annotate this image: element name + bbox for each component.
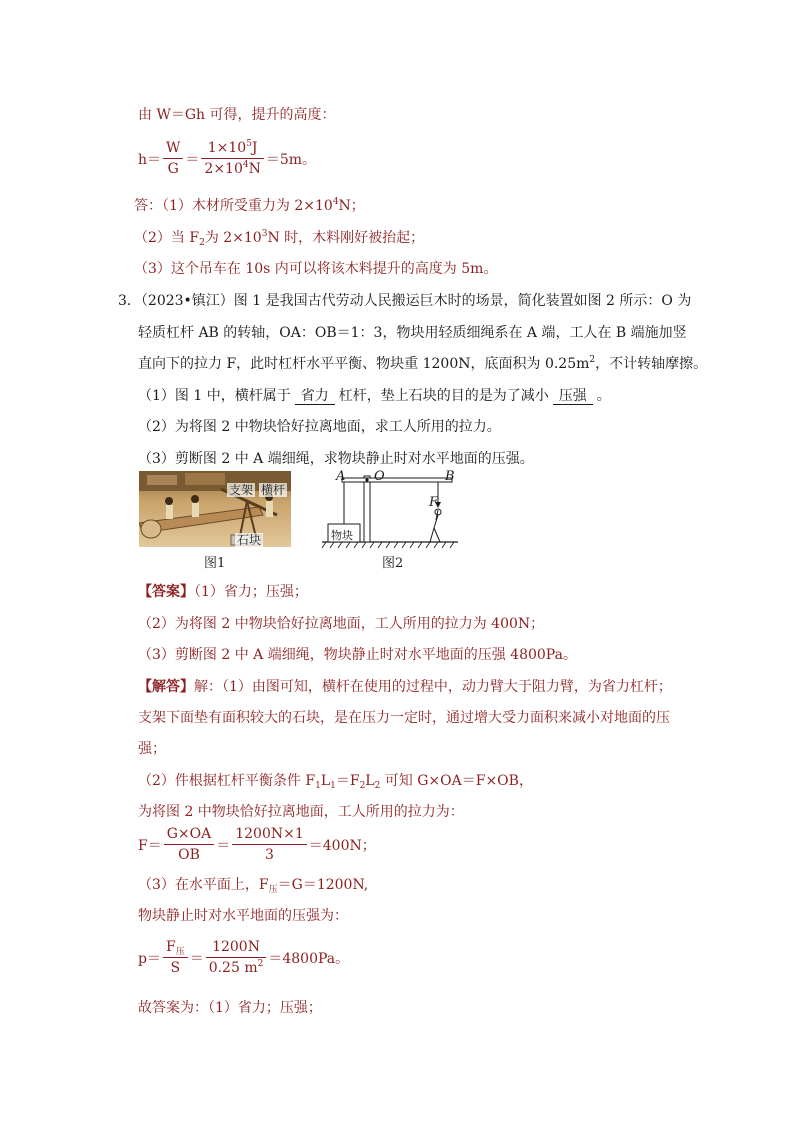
- analysis-line: （2）件根据杠杆平衡条件 $F_1L_1=F_2L_2$ 可知 G×OA＝F×OB，: [138, 773, 533, 791]
- answer-line: （3）这个吊车在 10s 内可以将该木料提升的高度为 5m。: [134, 261, 498, 277]
- analysis-line: 【解答】解：（1）由图可知，横杆在使用的过程中，动力臂大于阻力臂，为省力杠杆；: [138, 679, 672, 695]
- question-stem: 轻质杠杆 AB 的转轴，OA：OB＝1：3，物块用轻质细绳系在 A 端，工人在 B 端施加竖: [138, 325, 687, 341]
- figure-2-caption: 图2: [382, 556, 404, 571]
- analysis-line: （3）在水平面上，$F_压=G=1200N$,: [138, 877, 369, 895]
- text-line: 由 W＝Gh 可得，提升的高度：: [138, 107, 336, 123]
- answer-tag: 【答案】: [138, 584, 194, 600]
- analysis-line: 支架下面垫有面积较大的石块，是在压力一定时，通过增大受力面积来减小对地面的压: [138, 710, 670, 726]
- label-O: O: [374, 469, 385, 484]
- answer-line: （2）为将图 2 中物块恰好拉离地面，工人所用的拉力为 400N；: [138, 616, 545, 632]
- analysis-line: 强；: [138, 741, 166, 757]
- answer-line: （3）剪断图 2 中 A 端细绳，物块静止时对水平地面的压强 4800Pa。: [138, 647, 577, 663]
- analysis-line: 故答案为：（1）省力；压强；: [138, 1000, 322, 1016]
- question-stem: 直向下的拉力 F，此时杠杆水平平衡、物块重 1200N，底面积为 $0.25m^2$，不计转轴摩擦。: [138, 355, 708, 372]
- label-B: B: [445, 469, 455, 484]
- formula-height: h＝ $\frac{W}{G}$ ＝ $\frac{1\times 10^5J}{2\times 10^4N}$ ＝5m。: [138, 139, 317, 177]
- label-A: A: [336, 469, 346, 484]
- sub-question-1: （1）图 1 中，横杆属于 省力 杠杆，垫上石块的目的是为了减小 压强 。: [138, 388, 611, 404]
- sub-question-3: （3）剪断图 2 中 A 端细绳，求物块静止时对水平地面的压强。: [138, 451, 534, 467]
- formula-force: F＝ $\frac{G\times OA}{OB}$ ＝ $\frac{1200N\times 1}{3}$ ＝400N；: [138, 826, 376, 863]
- label-F: F: [429, 495, 439, 510]
- answer-line: （2）当 $F_2$为 $2\times 10^3N$ 时，木料刚好被抬起；: [134, 229, 425, 248]
- label-support: 支架: [229, 483, 254, 497]
- analysis-line: 为将图 2 中物块恰好拉离地面，工人所用的拉力为：: [138, 804, 464, 820]
- formula-pressure: p＝ $\frac{F_压}{S}$ ＝ $\frac{1200N}{0.25 m^2}$ ＝4800Pa。: [138, 939, 350, 976]
- question-stem: 3．（2023•镇江）图 1 是我国古代劳动人民搬运巨木时的场景，简化装置如图 2 所示：O 为: [118, 293, 692, 309]
- answer-line: 答：（1）木材所受重力为 $2\times 10^4N$；: [134, 197, 365, 214]
- label-crossbar: 横杆: [261, 483, 286, 497]
- label-block: 物块: [331, 529, 353, 542]
- analysis-tag: 【解答】: [138, 679, 194, 695]
- figure-1-photo: [139, 471, 291, 547]
- analysis-line: 物块静止时对水平地面的压强为：: [138, 908, 348, 924]
- answer-line: 【答案】（1）省力；压强；: [138, 584, 308, 600]
- figure-1-caption: 图1: [204, 556, 226, 571]
- sub-question-2: （2）为将图 2 中物块恰好拉离地面，求工人所用的拉力。: [138, 419, 501, 435]
- label-stone: 石块: [237, 533, 262, 547]
